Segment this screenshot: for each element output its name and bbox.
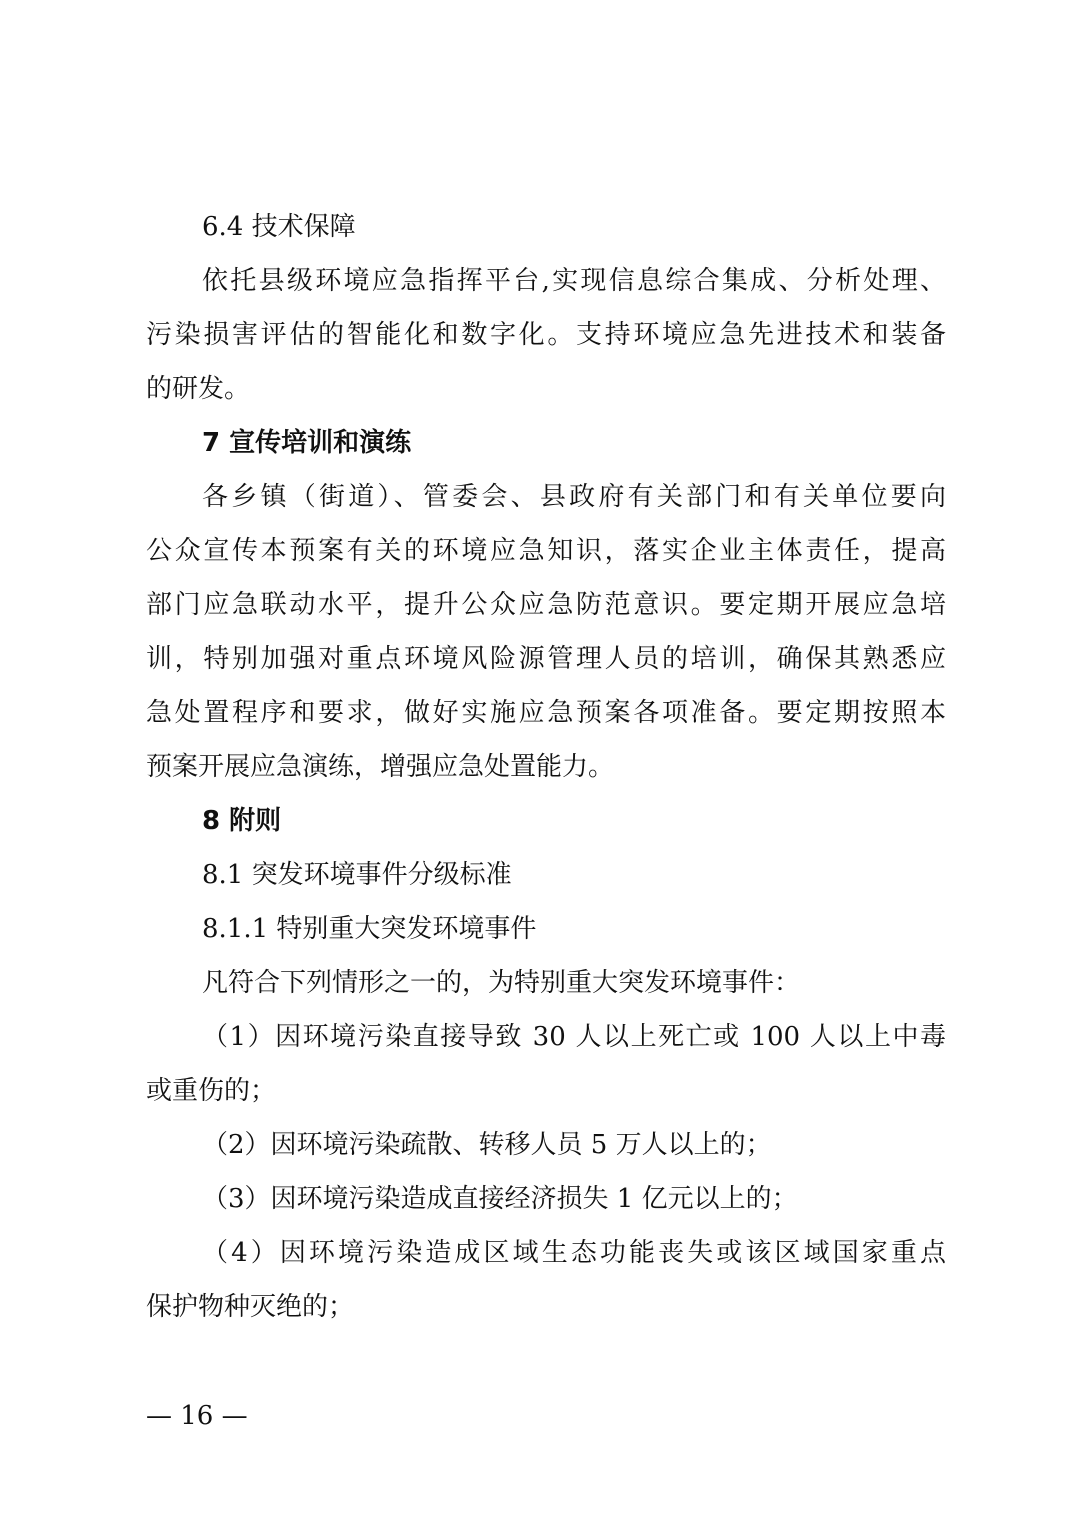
section-heading-8-1: 8.1 突发环境事件分级标准 <box>202 860 512 890</box>
paragraph-line: 部门应急联动水平，提升公众应急防范意识。要定期开展应急培 <box>146 590 946 620</box>
section-heading-7: 7 宣传培训和演练 <box>202 428 412 458</box>
paragraph-line: 各乡镇（街道）、管委会、县政府有关部门和有关单位要向 <box>202 482 946 512</box>
criteria-item-2: （2）因环境污染疏散、转移人员 5 万人以上的； <box>202 1130 772 1160</box>
paragraph-line: 依托县级环境应急指挥平台,实现信息综合集成、分析处理、 <box>202 266 946 296</box>
section-heading-8: 8 附则 <box>202 806 282 836</box>
criteria-intro: 凡符合下列情形之一的，为特别重大突发环境事件： <box>202 968 801 998</box>
section-heading-8-1-1: 8.1.1 特别重大突发环境事件 <box>202 914 537 944</box>
criteria-item-4: （4）因环境污染造成区域生态功能丧失或该区域国家重点 <box>202 1238 946 1268</box>
paragraph-line: 的研发。 <box>146 374 251 404</box>
paragraph-line: 公众宣传本预案有关的环境应急知识，落实企业主体责任，提高 <box>146 536 946 566</box>
page-body <box>146 200 946 1334</box>
paragraph-line: 训，特别加强对重点环境风险源管理人员的培训，确保其熟悉应 <box>146 644 946 674</box>
paragraph-line: 预案开展应急演练，增强应急处置能力。 <box>146 752 615 782</box>
criteria-item-1-continued: 或重伤的； <box>146 1076 277 1106</box>
section-heading-6-4: 6.4 技术保障 <box>202 212 356 242</box>
paragraph-line: 急处置程序和要求，做好实施应急预案各项准备。要定期按照本 <box>146 698 946 728</box>
paragraph-line: 污染损害评估的智能化和数字化。支持环境应急先进技术和装备 <box>146 320 946 350</box>
criteria-item-4-continued: 保护物种灭绝的； <box>146 1292 355 1322</box>
page-number: — 16 — <box>146 1401 248 1431</box>
criteria-item-3: （3）因环境污染造成直接经济损失 1 亿元以上的； <box>202 1184 798 1214</box>
criteria-item-1: （1）因环境污染直接导致 30 人以上死亡或 100 人以上中毒 <box>202 1022 946 1052</box>
